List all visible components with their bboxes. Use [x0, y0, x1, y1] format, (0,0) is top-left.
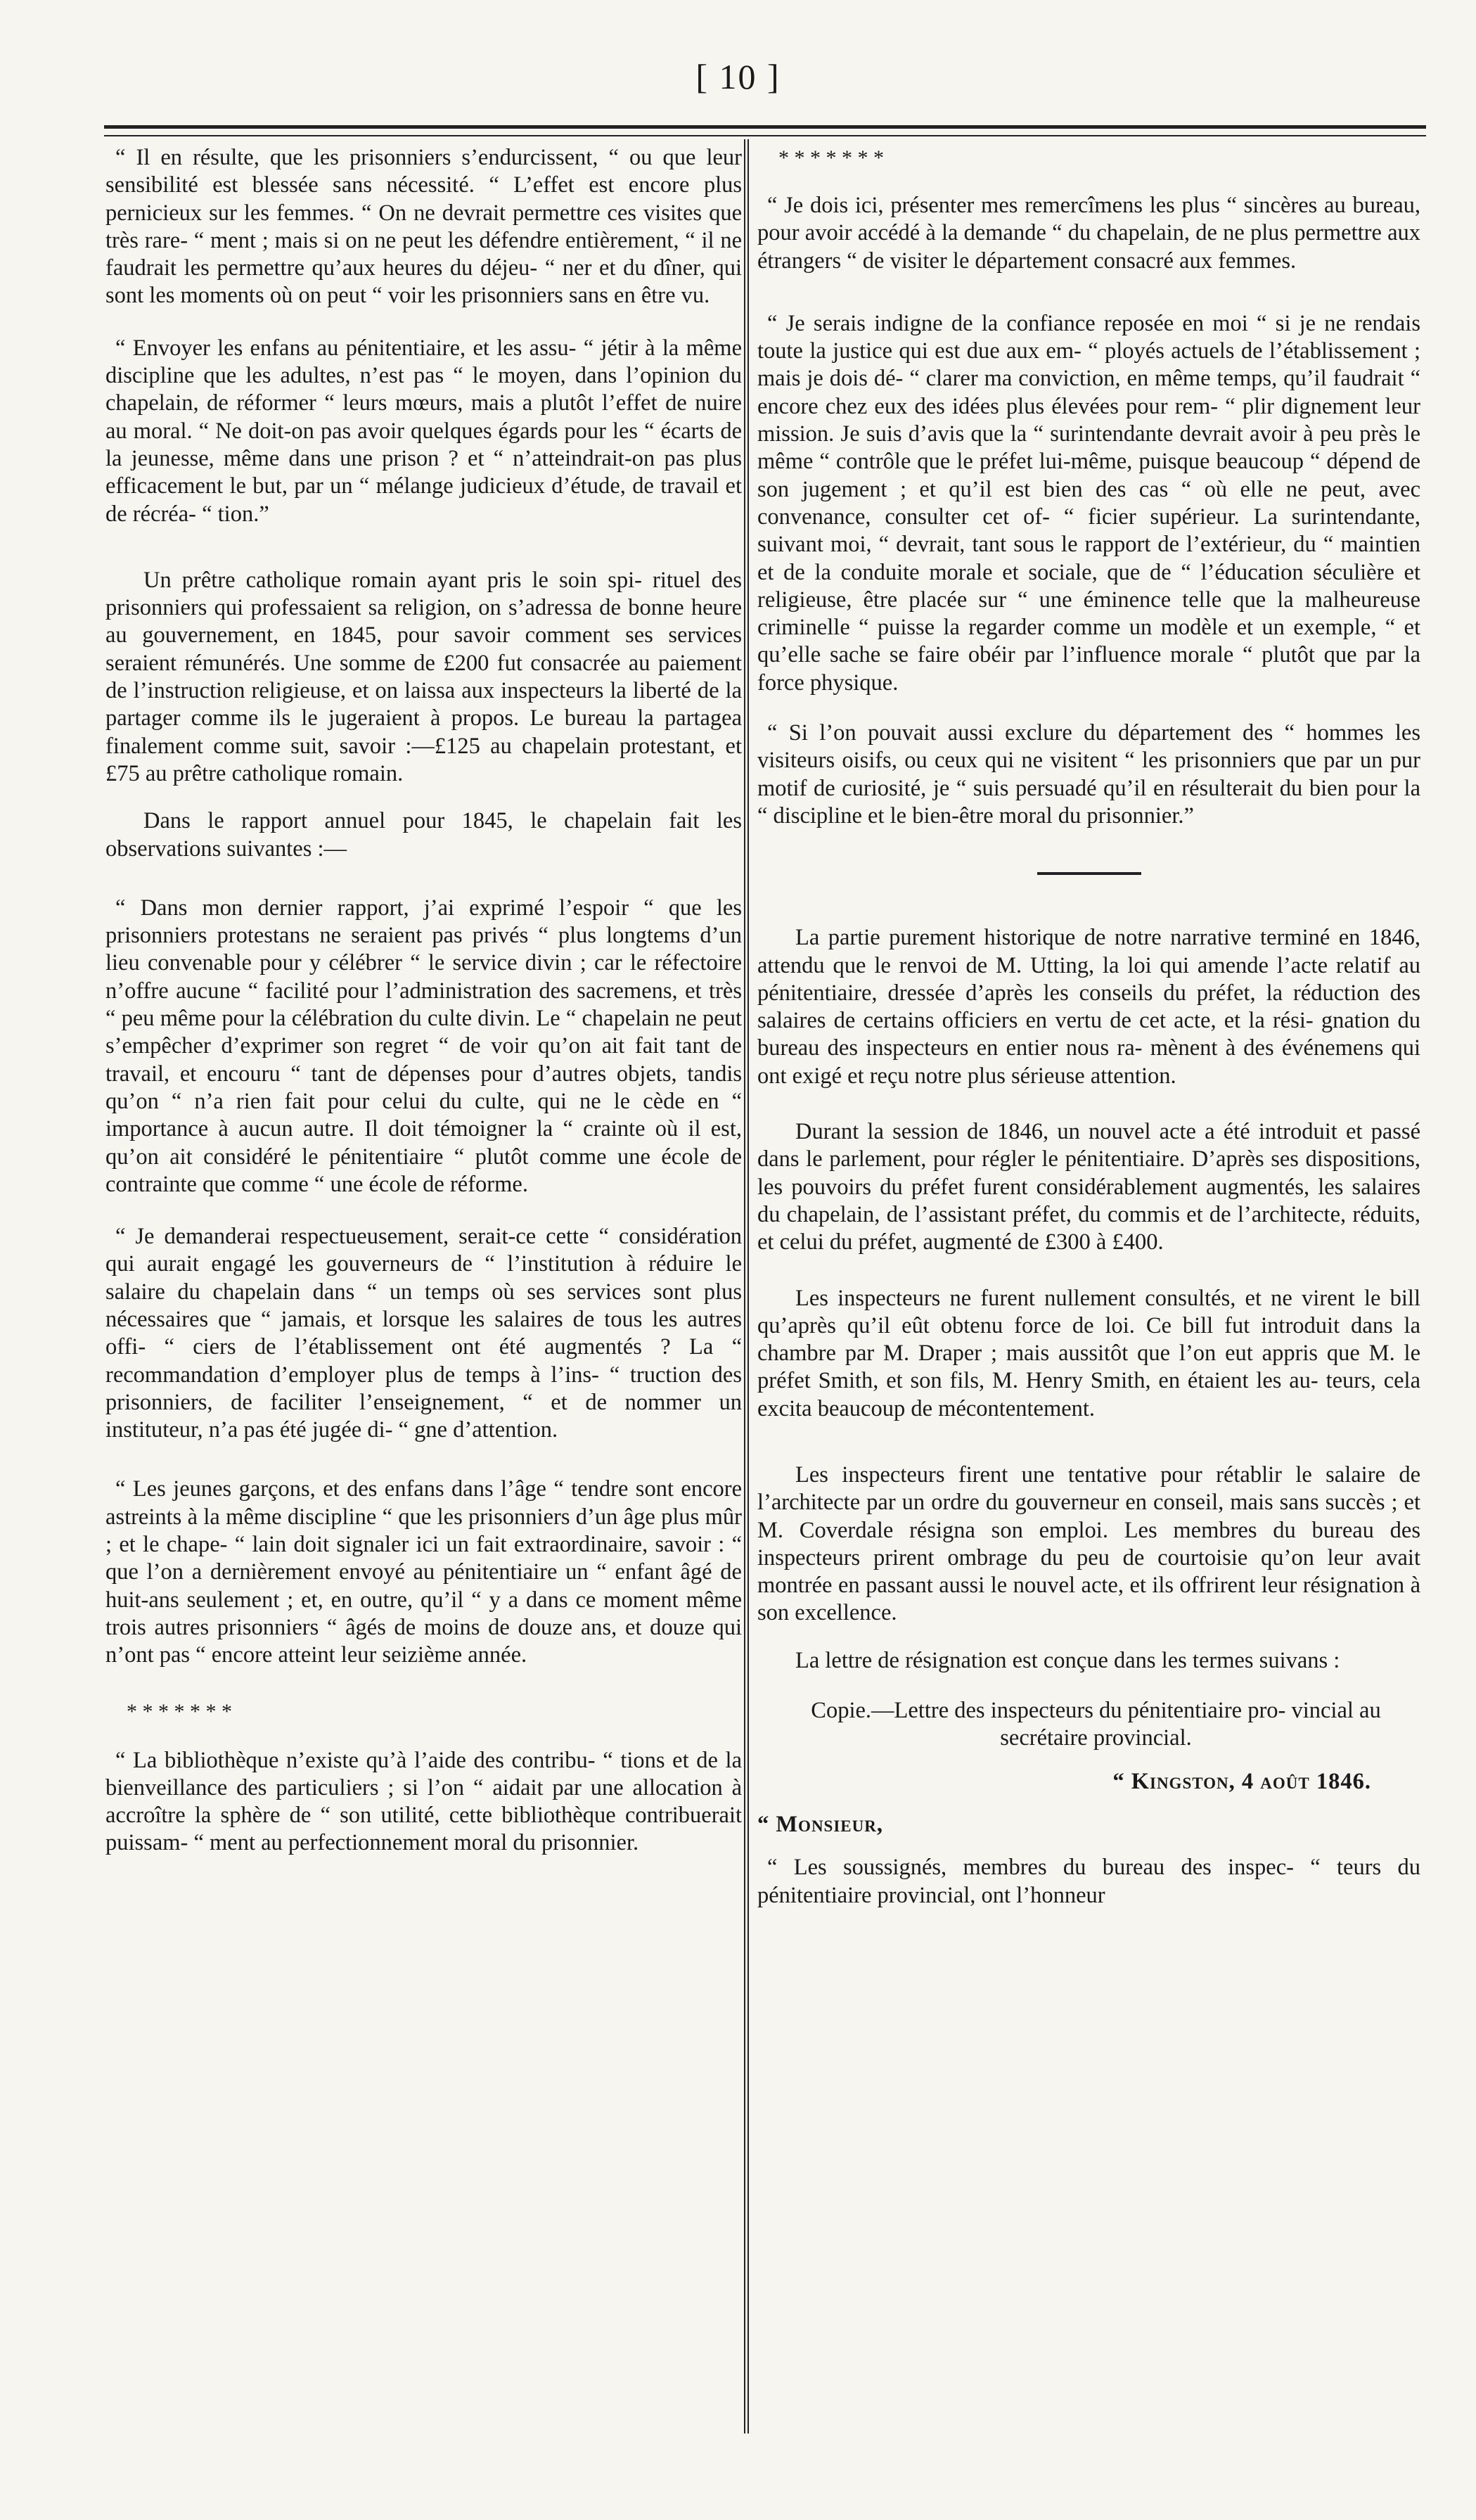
paragraph: “ Dans mon dernier rapport, j’ai exprimé l’espoir “ que les prisonniers protestans ne seraient pas privés “ plus longtems d’un lieu convenable pour y célébrer “ le service divin ; car le réfectoire n’offre aucune “ facilité pour l’administration des sacremens, et très “ peu même pour la célébration du culte divin. Le “ chapelain ne peut s’empêcher d’exprimer son regret “ de voir qu’on ait fait tant de travail, et encouru “ tant de dépenses pour d’autres objets, tandis qu’on “ n’a rien fait pour celui du culte, qui ne le cède en “ importance à aucun autre. Il doit témoigner la “ crainte où il est, qu’on ait considéré le pénitentiaire “ plutôt comme une école de contrainte que comme “ une école de réforme. — [105, 895, 742, 1197]
section-stars: * * * * * * * — [127, 1699, 232, 1723]
paragraph: “ Les soussignés, membres du bureau des inspec- “ teurs du pénitentiaire provincial, ont l’honneur — [757, 1855, 1420, 1908]
paragraph: La lettre de résignation est conçue dans les termes suivans : — [795, 1647, 1340, 1673]
paragraph: “ Les jeunes garçons, et des enfans dans l’âge “ tendre sont encore astreints à la même discipline “ que les prisonniers d’un âge plus mûr ; et le chape- “ lain doit signaler ici un fait extraordinaire, savoir : “ que l’on a dernièrement envoyé au pénitentiaire un “ enfant âgé de huit-ans seulement ; et, en outre, qu’il “ y a dans ce moment même trois autres prisonniers “ âgés de moins de douze ans, et douze qui n’ont pas “ encore atteint leur seizième année. — [105, 1476, 742, 1668]
paragraph: Durant la session de 1846, un nouvel acte a été introduit et passé dans le parlement, pour régler le pénitentiaire. D’après ses dispositions, les pouvoirs du préfet furent considérablement augmentés, les salaires du chapelain, de l’assistant préfet, du commis et de l’architecte, réduits, et celui du préfet, augmenté de £300 à £400. — [757, 1119, 1420, 1255]
column-divider — [744, 139, 749, 2433]
letter-heading: Copie.—Lettre des inspecteurs du pénitentiaire pro- vincial au secrétaire provincial. — [811, 1698, 1381, 1751]
paragraph: “ Envoyer les enfans au pénitentiaire, et les assu- “ jétir à la même discipline que les adultes, n’est pas “ le moyen, dans l’opinion du chapelain, de réformer “ leurs mœurs, mais a plutôt l’effet de nuire au moral. “ Ne doit-on pas avoir quelques égards pour les “ écarts de la jeunesse, même dans une prison ? et “ n’atteindrait-on pas plus efficacement le but, par un “ mélange judicieux d’étude, de travail et de récréa- “ tion.” — [105, 335, 742, 527]
paragraph: Un prêtre catholique romain ayant pris le soin spi- rituel des prisonniers qui professaient sa religion, on s’adressa de bonne heure au gouvernement, en 1845, pour savoir comment ses services seraient rémunérés. Une somme de £200 fut consacrée au paiement de l’instruction religieuse, et on laissa aux inspecteurs la liberté de la partager comme ils le jugeraient à propos. Le bureau la partagea finalement comme suit, savoir :—£125 au chapelain protestant, et £75 au prêtre catholique romain. — [105, 567, 742, 786]
section-rule — [1037, 872, 1141, 875]
paragraph: “ Je dois ici, présenter mes remercîmens les plus “ sincères au bureau, pour avoir accédé à la demande “ du chapelain, de ne plus permettre aux étrangers “ de visiter le département consacré aux femmes. — [757, 193, 1420, 274]
paragraph: Les inspecteurs ne furent nullement consultés, et ne virent le bill qu’après qu’il eût obtenu force de loi. Ce bill fut introduit dans la chambre par M. Draper ; mais aussitôt que l’on eut appris que M. le préfet Smith, et son fils, M. Henry Smith, en étaient les au- teurs, cela excita beaucoup de mécontentement. — [757, 1285, 1420, 1421]
paragraph: “ La bibliothèque n’existe qu’à l’aide des contribu- “ tions et de la bienveillance des particuliers ; si l’on “ aidait par une allocation à accroître la sphère de “ son utilité, cette bibliothèque contribuerait puissam- “ ment au perfectionnement moral du prisonnier. — [105, 1747, 742, 1856]
section-stars: * * * * * * * — [778, 146, 884, 170]
paragraph: “ Je serais indigne de la confiance reposée en moi “ si je ne rendais toute la justice qui est due aux em- “ ployés actuels de l’établissement ; mais je dois dé- “ clarer ma conviction, en même temps, qu’il faudrait “ encore chez eux des idées plus élevées pour rem- “ plir dignement leur mission. Je suis d’avis que la “ surintendante devrait avoir à peu près le même “ contrôle que le préfet lui-même, puisque beaucoup “ dépend de son jugement ; et qu’il est bien des cas “ où elle ne peut, avec convenance, consulter cet of- “ ficier supérieur. La surintendante, suivant moi, “ devrait, tant sous le rapport de l’extérieur, du “ maintien et de la conduite morale et sociale, que de “ l’éducation séculière et religieuse, être placée sur “ une éminence telle que la malheureuse criminelle “ puisse la regarder comme un modèle et un exemple, “ et qu’elle sache se faire obéir par l’influence morale “ plutôt que par la force physique. — [757, 310, 1420, 696]
right-column — [757, 144, 1420, 2426]
header-rule-thin — [104, 135, 1426, 136]
paragraph: “ Je demanderai respectueusement, serait-ce cette “ considération qui aurait engagé les gouverneurs de “ l’institution à réduire le salaire du chapelain dans “ un temps où ses services sont plus nécessaires que “ jamais, et lorsque les salaires de tous les autres offi- “ ciers de l’établissement ont été augmentés ? La “ recommandation d’employer plus de temps à l’ins- “ truction des prisonniers, de faciliter l’enseignement, “ et de nommer un instituteur, n’a pas été jugée di- “ gne d’attention. — [105, 1224, 742, 1443]
page-number: [ 10 ] — [695, 57, 781, 96]
paragraph: Les inspecteurs firent une tentative pour rétablir le salaire de l’architecte par un ordre du gouverneur en conseil, mais sans succès ; et M. Coverdale résigna son emploi. Les membres du bureau des inspecteurs prirent ombrage du peu de courtoisie qu’on leur avait montrée en passant aussi le nouvel acte, et ils offrirent leur résignation à son excellence. — [757, 1462, 1420, 1626]
paragraph: Dans le rapport annuel pour 1845, le chapelain fait les observations suivantes :— — [105, 808, 742, 862]
letter-salutation: “ Monsieur, — [757, 1811, 883, 1837]
letter-dateline: “ Kingston, 4 août 1846. — [1112, 1768, 1371, 1794]
header-rule-thick — [104, 125, 1426, 129]
paragraph: “ Si l’on pouvait aussi exclure du département des “ hommes les visiteurs oisifs, ou ceux qui ne visitent “ les prisonniers que par un pur motif de curiosité, je “ suis persuadé qu’il en résulterait du bien pour la “ discipline et le bien-être moral du prisonnier.” — [757, 720, 1420, 829]
paragraph: La partie purement historique de notre narrative terminé en 1846, attendu que le renvoi de M. Utting, la loi qui amende l’acte relatif au pénitentiaire, dressée d’après les conseils du préfet, la réduction des salaires de certains officiers en vertu de cet acte, et la rési- gnation du bureau des inspecteurs en entier nous ra- mènent à des événemens qui ont exigé et reçu notre plus sérieuse attention. — [757, 925, 1420, 1089]
left-column — [105, 144, 742, 2426]
paragraph: “ Il en résulte, que les prisonniers s’endurcissent, “ ou que leur sensibilité est blessée sans nécessité. “ L’effet est encore plus pernicieux sur les femmes. “ On ne devrait permettre ces visites que très rare- “ ment ; mais si on ne peut les défendre entièrement, “ il ne faudrait les permettre qu’aux heures du déjeu- “ ner et du dîner, qui sont les moments où on peut “ voir les prisonniers sans en être vu. — [105, 145, 742, 309]
